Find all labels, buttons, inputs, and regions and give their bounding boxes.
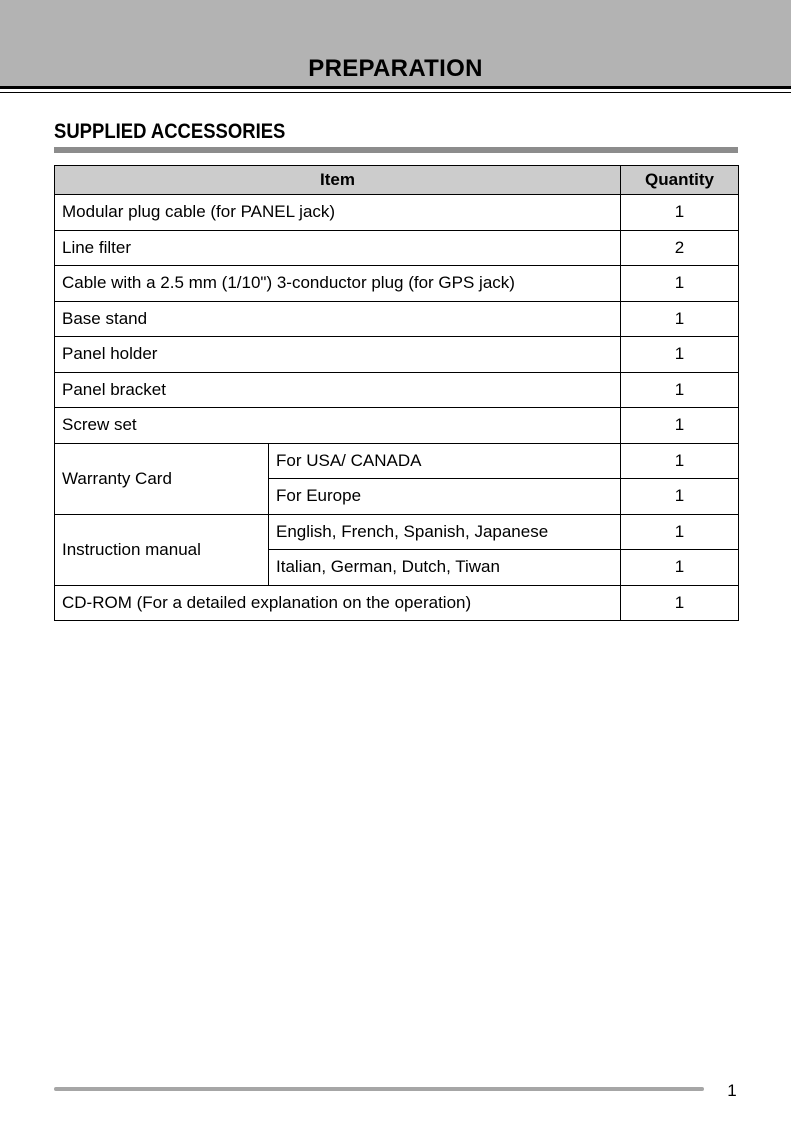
- instruction-manual-label: Instruction manual: [55, 514, 269, 585]
- item-cell: Screw set: [55, 408, 621, 444]
- quantity-cell: 1: [621, 337, 739, 373]
- table-row: [55, 266, 739, 302]
- quantity-cell: 1: [621, 195, 739, 231]
- footer-rule: [54, 1087, 704, 1091]
- item-cell: Line filter: [55, 230, 621, 266]
- section-rule: [54, 147, 738, 153]
- quantity-cell: 1: [621, 372, 739, 408]
- quantity-cell: 1: [621, 266, 739, 302]
- header-rule-thin: [0, 92, 791, 93]
- item-cell: For Europe: [269, 479, 621, 515]
- table-header-row: [55, 166, 739, 195]
- item-cell: Panel bracket: [55, 372, 621, 408]
- table-row: [55, 585, 739, 621]
- page-number: 1: [727, 1081, 737, 1100]
- table-row: [55, 408, 739, 444]
- quantity-cell: 1: [621, 514, 739, 550]
- quantity-cell: 1: [621, 408, 739, 444]
- item-cell: For USA/ CANADA: [269, 443, 621, 479]
- accessories-table: [54, 165, 739, 621]
- warranty-card-label: Warranty Card: [55, 443, 269, 514]
- quantity-cell: 1: [621, 479, 739, 515]
- quantity-cell: 2: [621, 230, 739, 266]
- table-row: [55, 372, 739, 408]
- header-quantity: Quantity: [621, 166, 739, 195]
- item-cell: English, French, Spanish, Japanese: [269, 514, 621, 550]
- header-item: Item: [55, 166, 621, 195]
- item-cell: Base stand: [55, 301, 621, 337]
- item-cell: Cable with a 2.5 mm (1/10") 3-conductor plug (for GPS jack): [55, 266, 621, 302]
- page-title: PREPARATION: [308, 55, 483, 82]
- table-row: [55, 514, 739, 550]
- quantity-cell: 1: [621, 550, 739, 586]
- quantity-cell: 1: [621, 585, 739, 621]
- item-cell: Panel holder: [55, 337, 621, 373]
- table-row: [55, 337, 739, 373]
- header-rule-thick: [0, 86, 791, 89]
- quantity-cell: 1: [621, 301, 739, 337]
- item-cell: CD-ROM (For a detailed explanation on the operation): [55, 585, 621, 621]
- item-cell: Italian, German, Dutch, Tiwan: [269, 550, 621, 586]
- quantity-cell: 1: [621, 443, 739, 479]
- table-row: [55, 301, 739, 337]
- table-row: [55, 443, 739, 479]
- section-title: SUPPLIED ACCESSORIES: [54, 120, 286, 143]
- item-cell: Modular plug cable (for PANEL jack): [55, 195, 621, 231]
- table-row: [55, 230, 739, 266]
- table-row: [55, 195, 739, 231]
